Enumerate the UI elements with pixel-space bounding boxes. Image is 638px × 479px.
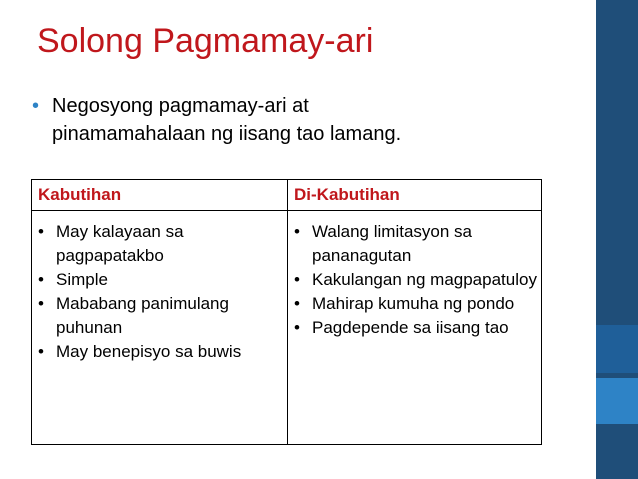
intro-bullet: [30, 92, 570, 148]
disadvantage-item: • Kakulangan ng magpapatuloy: [294, 268, 539, 292]
advantage-item: • Simple: [38, 268, 283, 292]
disadvantage-item: • Mahirap kumuha ng pondo: [294, 292, 539, 316]
comparison-table: [31, 179, 542, 445]
disadvantage-item: • Pagdepende sa iisang tao: [294, 316, 539, 340]
disadvantages-list: [294, 220, 539, 340]
header-advantages: Kabutihan: [38, 185, 122, 204]
intro-line-1: Negosyong pagmamay-ari at: [52, 95, 309, 117]
bullet-dot-icon: •: [32, 95, 40, 117]
advantages-list: [38, 220, 283, 364]
sidebar-block-light: [596, 378, 638, 424]
slide-title: Solong Pagmamay-ari: [37, 22, 374, 60]
intro-line-2: pinamamahalaan ng iisang tao lamang.: [52, 123, 402, 145]
sidebar-block-dark: [596, 325, 638, 373]
advantage-item: • May kalayaan sa pagpapatakbo: [38, 220, 283, 268]
advantage-item: • May benepisyo sa buwis: [38, 340, 283, 364]
header-disadvantages: Di-Kabutihan: [294, 185, 400, 204]
column-divider: [287, 180, 288, 444]
advantage-item: • Mababang panimulang puhunan: [38, 292, 283, 340]
disadvantage-item: • Walang limitasyon sa pananagutan: [294, 220, 539, 268]
